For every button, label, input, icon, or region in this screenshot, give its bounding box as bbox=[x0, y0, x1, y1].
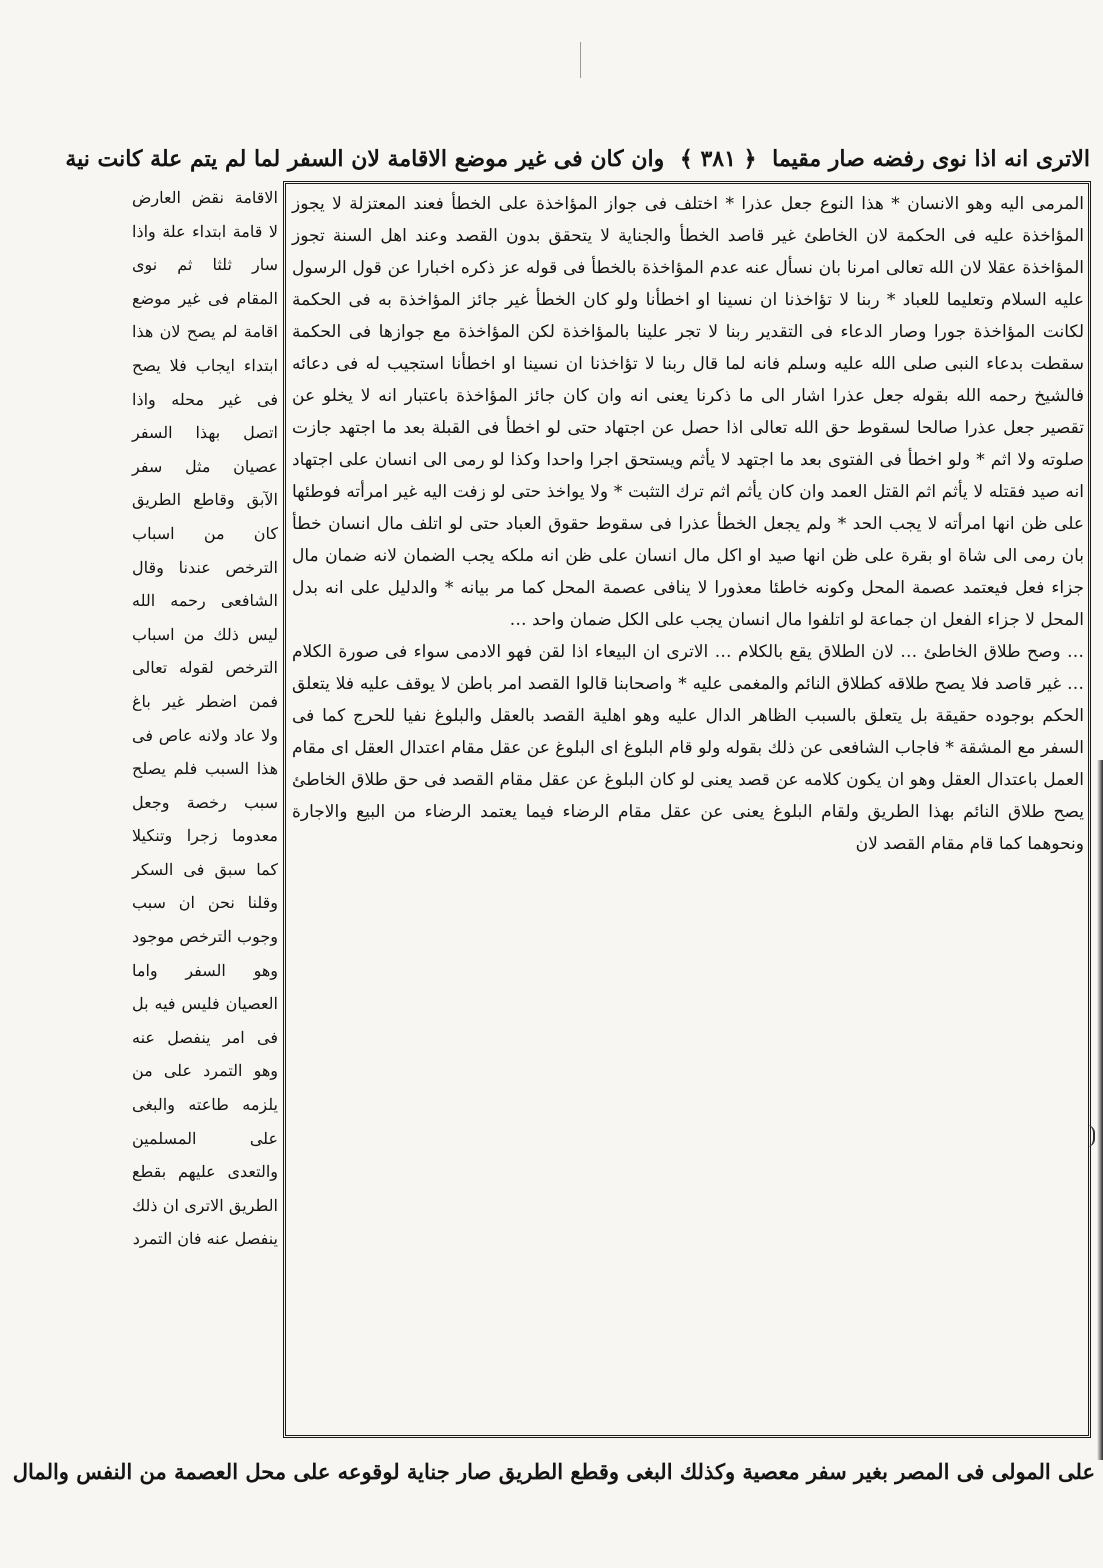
side-column-text bbox=[132, 181, 278, 1438]
header-right-text: الاترى انه اذا نوى رفضه صار مقيما bbox=[772, 146, 1090, 172]
side-column-paragraph: الاقامة نقض العارض لا قامة ابتداء علة واذا سار ثلثا ثم نوى المقام فى غير موضع اقامة لم يصح لان هذا ابتداء ايجاب فلا يصح فى غير محله واذا اتصل بهذا السفر عصيان مثل سفر الآبق وقاطع الطريق كان من اسباب الترخص عندنا وقال الشافعى رحمه الله ليس ذلك من اسباب الترخص لقوله تعالى فمن اضطر غير باغ ولا عاد ولانه عاص فى هذا السبب فلم يصلح سبب رخصة وجعل معدوما زجرا وتنكيلا كما سبق فى السكر وقلنا نحن ان سبب وجوب الترخص موجود وهو السفر واما العصيان فليس فيه بل فى امر ينفصل عنه وهو التمرد على من يلزمه طاعته والبغى على المسلمين والتعدى عليهم بقطع الطريق الاترى ان ذلك ينفصل عنه فان التمرد bbox=[132, 188, 278, 1249]
main-paragraph-1: المرمى اليه وهو الانسان * هذا النوع جعل عذرا * اختلف فى جواز المؤاخذة على الخطأ فعند المعتزلة لا يجوز المؤاخذة عليه فى الحكمة لان الخاطئ غير قاصد الخطأ والجناية لا يتحقق بدون القصد وعند اهل السنة تجوز المؤاخذة عقلا لان الله تعالى امرنا بان نسأل عنه عدم المؤاخذة بالخطأ فى قوله عز ذكره اخبارا عن قول الرسول عليه السلام وتعليما للعباد * ربنا لا تؤاخذنا ان نسينا او اخطأنا ولو كان الخطأ غير جائز المؤاخذة به فى الحكمة لكانت المؤاخذة جورا وصار الدعاء فى التقدير ربنا لا تجر علينا بالمؤاخذة لكن المؤاخذة مع جوازها فى الحكمة سقطت بدعاء النبى صلى الله عليه وسلم فانه لما قال ربنا لا تؤاخذنا ان نسينا او اخطأنا استجيب له فى دعائه فالشيخ رحمه الله بقوله جعل عذرا اشار الى ما ذكرنا يعنى انه وان كان جائز المؤاخذة باعتبار انه لا يخلو عن تقصير جعل عذرا صالحا لسقوط حق الله تعالى اذا حصل عن اجتهاد حتى لو اخطأ فى القبلة بعد ما اجتهد جازت صلوته ولا اثم * ولو اخطأ فى الفتوى بعد ما اجتهد لا يأثم ويستحق اجرا واحدا وكذا لو رمى الى انسان على اجتهاد انه صيد فقتله لا يأثم اثم القتل العمد وان كان يأثم اثم ترك التثبت * ولا يواخذ حتى لو زفت اليه غير امرأته فوطئها على ظن انها امرأته لا يجب الحد * ولم يجعل الخطأ عذرا فى سقوط حقوق العباد حتى لو اتلف مال انسان خطأ بان رمى الى شاة او بقرة على ظن انها صيد او اكل مال انسان على ظن انه ملكه يجب الضمان لانه ضمان مال جزاء فعل فيعتمد عصمة المحل وكونه خاطئا معذورا لا ينافى عصمة المحل كما مر بيانه * والدليل على انه بدل المحل لا جزاء الفعل ان جماعة لو اتلفوا مال انسان يجب على الكل ضمان واحد … bbox=[292, 194, 1085, 630]
page-edge-mark bbox=[1087, 1125, 1095, 1147]
page-number: ﴿ ٣٨١ ﴾ bbox=[679, 146, 757, 172]
binding-gutter-mark bbox=[580, 42, 581, 78]
page-edge-shadow bbox=[1097, 760, 1103, 1460]
header-left-text: وان كان فى غير موضع الاقامة لان السفر لما لم يتم علة كانت نية bbox=[65, 146, 665, 172]
page-header bbox=[65, 138, 1090, 180]
main-commentary-text bbox=[292, 188, 1084, 1432]
main-paragraph-2: … وصح طلاق الخاطئ … لان الطلاق يقع بالكلام … الاترى ان البيعاء اذا لقن فهو الادمى سواء فى صورة الكلام … غير قاصد فلا يصح طلاقه كطلاق النائم والمغمى عليه * واصحابنا قالوا القصد امر باطن لا يوقف عليه فلا يتعلق الحكم بوجوده حقيقة بل يتعلق بالسبب الظاهر الدال عليه وهو اهلية القصد بالعقل والبلوغ نفيا للحرج كما فى السفر مع المشقة * فاجاب الشافعى عن ذلك بقوله ولو قام البلوغ اى البلوغ عن عقل مقام اعتدال العقل اى مقام العمل باعتدال العقل وهو ان يكون كلامه عن قصد يعنى لو كان البلوغ عن عقل مقام القصد فى حق طلاق الخاطئ يصح طلاق النائم بهذا الطريق ولقام البلوغ يعنى عن عقل مقام الرضاء فيما يعتمد الرضاء من البيع والاجارة ونحوهما كما قام مقام القصد لان bbox=[292, 642, 1084, 854]
page-footer-line: على المولى فى المصر بغير سفر معصية وكذلك البغى وقطع الطريق صار جناية لوقوعه على محل العصمة من النفس والمال bbox=[12, 1459, 1095, 1484]
